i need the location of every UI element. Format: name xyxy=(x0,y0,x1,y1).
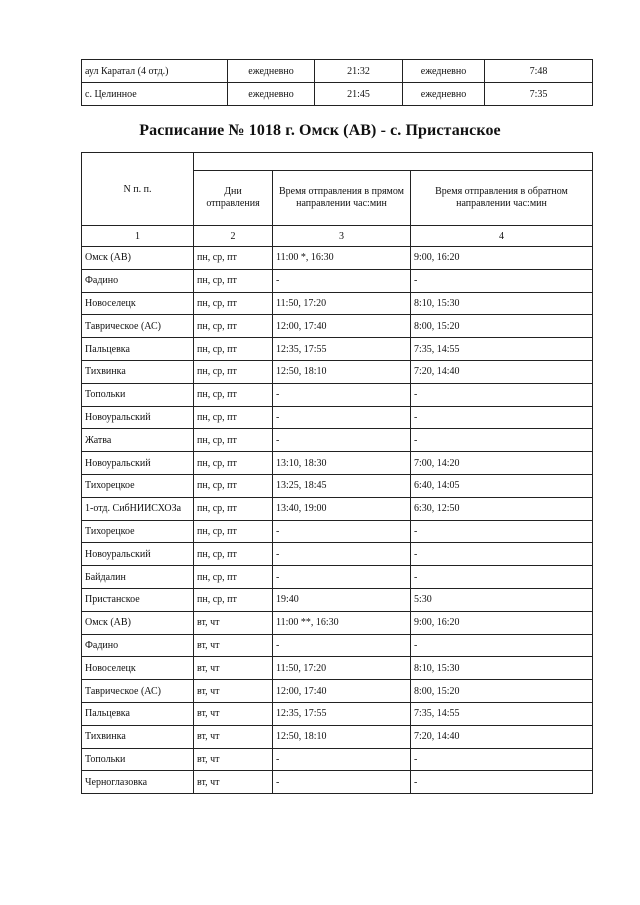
stop-name: Фадино xyxy=(82,634,194,657)
departure-return: - xyxy=(411,543,593,566)
days-of-departure: вт, чт xyxy=(194,611,273,634)
departure-return: 7:20, 14:40 xyxy=(411,360,593,383)
stop-name: Байдалин xyxy=(82,566,194,589)
previous-schedule-body xyxy=(82,60,593,106)
stop-name: Черноглазовка xyxy=(82,771,194,794)
departure-return: - xyxy=(411,383,593,406)
days-of-departure: пн, ср, пт xyxy=(194,292,273,315)
time-forward: 21:45 xyxy=(315,83,403,106)
departure-forward: 13:25, 18:45 xyxy=(273,474,411,497)
schedule-title: Расписание № 1018 г. Омск (АВ) - с. Пристанское xyxy=(139,122,501,139)
departure-return: 5:30 xyxy=(411,588,593,611)
days-of-departure: вт, чт xyxy=(194,702,273,725)
stop-name: Тихвинка xyxy=(82,725,194,748)
stop-name: Омск (АВ) xyxy=(82,247,194,270)
table-row xyxy=(82,680,593,703)
departure-return: 8:10, 15:30 xyxy=(411,657,593,680)
header-days: Дни отправления xyxy=(194,171,273,226)
departure-forward: 13:40, 19:00 xyxy=(273,497,411,520)
departure-forward: - xyxy=(273,429,411,452)
departure-return: 7:00, 14:20 xyxy=(411,452,593,475)
days-forward: ежедневно xyxy=(228,83,315,106)
stop-name: Пальцевка xyxy=(82,702,194,725)
stop-name: Пристанское xyxy=(82,588,194,611)
stop-name: 1-отд. СибНИИСХОЗа xyxy=(82,497,194,520)
days-of-departure: пн, ср, пт xyxy=(194,543,273,566)
table-row xyxy=(82,247,593,270)
header-blank-cell xyxy=(194,153,593,171)
days-return: ежедневно xyxy=(403,83,485,106)
table-row xyxy=(82,497,593,520)
schedule-body xyxy=(82,153,593,794)
table-row xyxy=(82,83,593,106)
departure-forward: 11:50, 17:20 xyxy=(273,657,411,680)
stop-name: с. Целинное xyxy=(82,83,228,106)
stop-name: Новоуральский xyxy=(82,543,194,566)
stop-name: Топольки xyxy=(82,383,194,406)
stop-name: аул Каратал (4 отд.) xyxy=(82,60,228,83)
days-of-departure: вт, чт xyxy=(194,771,273,794)
days-of-departure: вт, чт xyxy=(194,657,273,680)
time-forward: 21:32 xyxy=(315,60,403,83)
departure-forward: - xyxy=(273,520,411,543)
table-row xyxy=(82,566,593,589)
table-row xyxy=(82,338,593,361)
header-return-time: Время отправления в обратном направлении час:мин xyxy=(411,171,593,226)
schedule-table xyxy=(81,152,593,794)
departure-forward: 12:00, 17:40 xyxy=(273,680,411,703)
table-row xyxy=(82,748,593,771)
days-forward: ежедневно xyxy=(228,60,315,83)
stop-name: Новоселецк xyxy=(82,292,194,315)
table-row xyxy=(82,383,593,406)
table-row xyxy=(82,588,593,611)
departure-return: - xyxy=(411,269,593,292)
table-row xyxy=(82,360,593,383)
days-of-departure: пн, ср, пт xyxy=(194,406,273,429)
table-row xyxy=(82,452,593,475)
departure-return: - xyxy=(411,520,593,543)
stop-name: Топольки xyxy=(82,748,194,771)
days-of-departure: вт, чт xyxy=(194,680,273,703)
departure-return: 7:20, 14:40 xyxy=(411,725,593,748)
departure-return: 9:00, 16:20 xyxy=(411,247,593,270)
header-forward-time: Время отправления в прямом направлении час:мин xyxy=(273,171,411,226)
header-stop-number: N п. п. xyxy=(82,153,194,226)
table-row xyxy=(82,634,593,657)
column-numbers-row xyxy=(82,226,593,247)
column-number-4: 4 xyxy=(411,226,593,247)
column-number-2: 2 xyxy=(194,226,273,247)
days-of-departure: вт, чт xyxy=(194,748,273,771)
departure-forward: - xyxy=(273,383,411,406)
stop-name: Жатва xyxy=(82,429,194,452)
stop-name: Новоуральский xyxy=(82,406,194,429)
table-row xyxy=(82,429,593,452)
stop-name: Тихвинка xyxy=(82,360,194,383)
stop-name: Пальцевка xyxy=(82,338,194,361)
departure-forward: - xyxy=(273,406,411,429)
stop-name: Фадино xyxy=(82,269,194,292)
time-return: 7:35 xyxy=(485,83,593,106)
departure-return: - xyxy=(411,406,593,429)
departure-forward: - xyxy=(273,543,411,566)
stop-name: Тихорецкое xyxy=(82,520,194,543)
table-row xyxy=(82,543,593,566)
departure-forward: 12:50, 18:10 xyxy=(273,725,411,748)
table-row xyxy=(82,520,593,543)
departure-forward: - xyxy=(273,748,411,771)
departure-forward: 19:40 xyxy=(273,588,411,611)
days-of-departure: пн, ср, пт xyxy=(194,383,273,406)
departure-forward: - xyxy=(273,566,411,589)
days-of-departure: пн, ср, пт xyxy=(194,269,273,292)
days-of-departure: пн, ср, пт xyxy=(194,247,273,270)
stop-name: Таврическое (АС) xyxy=(82,315,194,338)
departure-return: 8:00, 15:20 xyxy=(411,315,593,338)
table-row xyxy=(82,474,593,497)
departure-forward: 11:50, 17:20 xyxy=(273,292,411,315)
days-of-departure: пн, ср, пт xyxy=(194,360,273,383)
days-of-departure: пн, ср, пт xyxy=(194,338,273,361)
stop-name: Новоселецк xyxy=(82,657,194,680)
departure-return: 6:30, 12:50 xyxy=(411,497,593,520)
time-return: 7:48 xyxy=(485,60,593,83)
table-row xyxy=(82,725,593,748)
days-of-departure: пн, ср, пт xyxy=(194,452,273,475)
departure-return: 6:40, 14:05 xyxy=(411,474,593,497)
table-row xyxy=(82,315,593,338)
stop-name: Новоуральский xyxy=(82,452,194,475)
previous-schedule-table xyxy=(81,59,593,106)
header-top-row xyxy=(82,153,593,171)
days-of-departure: пн, ср, пт xyxy=(194,588,273,611)
departure-forward: - xyxy=(273,771,411,794)
departure-return: 7:35, 14:55 xyxy=(411,702,593,725)
table-row xyxy=(82,657,593,680)
departure-forward: 11:00 **, 16:30 xyxy=(273,611,411,634)
days-of-departure: пн, ср, пт xyxy=(194,520,273,543)
table-row xyxy=(82,60,593,83)
days-of-departure: пн, ср, пт xyxy=(194,315,273,338)
stop-name: Тихорецкое xyxy=(82,474,194,497)
stop-name: Таврическое (АС) xyxy=(82,680,194,703)
table-row xyxy=(82,292,593,315)
column-number-3: 3 xyxy=(273,226,411,247)
days-of-departure: пн, ср, пт xyxy=(194,566,273,589)
departure-forward: 12:35, 17:55 xyxy=(273,338,411,361)
column-number-1: 1 xyxy=(82,226,194,247)
table-row xyxy=(82,269,593,292)
table-row xyxy=(82,406,593,429)
days-of-departure: пн, ср, пт xyxy=(194,497,273,520)
departure-forward: 12:50, 18:10 xyxy=(273,360,411,383)
departure-return: 7:35, 14:55 xyxy=(411,338,593,361)
stop-name: Омск (АВ) xyxy=(82,611,194,634)
departure-forward: - xyxy=(273,269,411,292)
days-of-departure: пн, ср, пт xyxy=(194,474,273,497)
departure-return: - xyxy=(411,748,593,771)
days-of-departure: вт, чт xyxy=(194,634,273,657)
departure-return: - xyxy=(411,634,593,657)
table-row xyxy=(82,611,593,634)
departure-return: - xyxy=(411,771,593,794)
departure-forward: 13:10, 18:30 xyxy=(273,452,411,475)
departure-return: 8:10, 15:30 xyxy=(411,292,593,315)
departure-return: 8:00, 15:20 xyxy=(411,680,593,703)
departure-return: 9:00, 16:20 xyxy=(411,611,593,634)
departure-forward: - xyxy=(273,634,411,657)
days-return: ежедневно xyxy=(403,60,485,83)
departure-forward: 11:00 *, 16:30 xyxy=(273,247,411,270)
departure-forward: 12:00, 17:40 xyxy=(273,315,411,338)
departure-return: - xyxy=(411,566,593,589)
table-row xyxy=(82,771,593,794)
departure-return: - xyxy=(411,429,593,452)
table-row xyxy=(82,702,593,725)
departure-forward: 12:35, 17:55 xyxy=(273,702,411,725)
days-of-departure: пн, ср, пт xyxy=(194,429,273,452)
days-of-departure: вт, чт xyxy=(194,725,273,748)
